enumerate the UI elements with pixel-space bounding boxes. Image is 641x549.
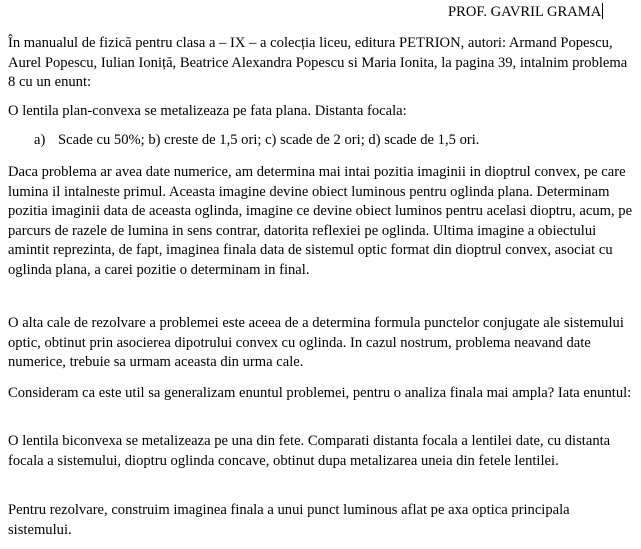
paragraph-intro: În manualul de fizică pentru clasa a – IX – a colecția liceu, editura PETRION, autori: Armand Popescu, Aurel Popescu, Iulian Ioniță, Beatrice Alexandra Popescu si Maria Ionita, la pagina 39, intalnim problema 8 cu un enunt: — [8, 35, 628, 90]
author-header — [448, 3, 603, 23]
author-name: PROF. GAVRIL GRAMA — [448, 4, 602, 20]
paragraph-new-statement: O lentila biconvexa se metalizeaza pe una din fete. Comparati distanta focala a lentilei date, cu distanta focala a sistemului, dioptru oglinda concave, obtinut dupa metalizarea uneia din fetele lentilei. — [8, 433, 611, 469]
paragraph-generalization: Consideram ca este util sa generalizam enuntul problemei, pentru o analiza finala mai ampla? Iata enuntul: — [8, 385, 632, 401]
answer-options-text: Scade cu 50%; b) creste de 1,5 ori; c) scade de 2 ori; d) scade de 1,5 ori. — [58, 132, 480, 148]
list-marker: a) — [34, 132, 46, 148]
answer-options-item — [34, 131, 479, 151]
text-cursor — [602, 3, 603, 19]
paragraph-method-two: O alta cale de rezolvare a problemei este aceea de a determina formula punctelor conjugate ale sistemului optic, obtinut prin asocierea dipotrului convex cu oglinda. In cazul nostrum, problema neavand date numerice, trebuie sa urmam aceasta din urma cale. — [8, 315, 624, 370]
paragraph-solution: Pentru rezolvare, construim imaginea finala a unui punct luminous aflat pe axa optica principala sistemului. — [8, 502, 570, 538]
paragraph-method-one: Daca problema ar avea date numerice, am determina mai intai pozitia imaginii in dioptrul convex, pe care lumina il intalneste primul. Aceasta imagine devine obiect luminous pentru oglinda plana. Determinam pozitia imaginii data de aceasta oglinda, imagine ce devine obiect luminos pentru acelasi dioptru, acum, pe parcurs de razele de lumina in sens contrar, datorita reflexiei pe oglinda. Ultima imagine a obiectului amintit reprezinta, de fapt, imaginea finala data de sistemul optic format din dioptrul convex, asociat cu oglinda plana, a carei pozitie o determinam in final. — [8, 164, 633, 278]
paragraph-problem-statement: O lentila plan-convexa se metalizeaza pe fata plana. Distanta focala: — [8, 103, 407, 119]
